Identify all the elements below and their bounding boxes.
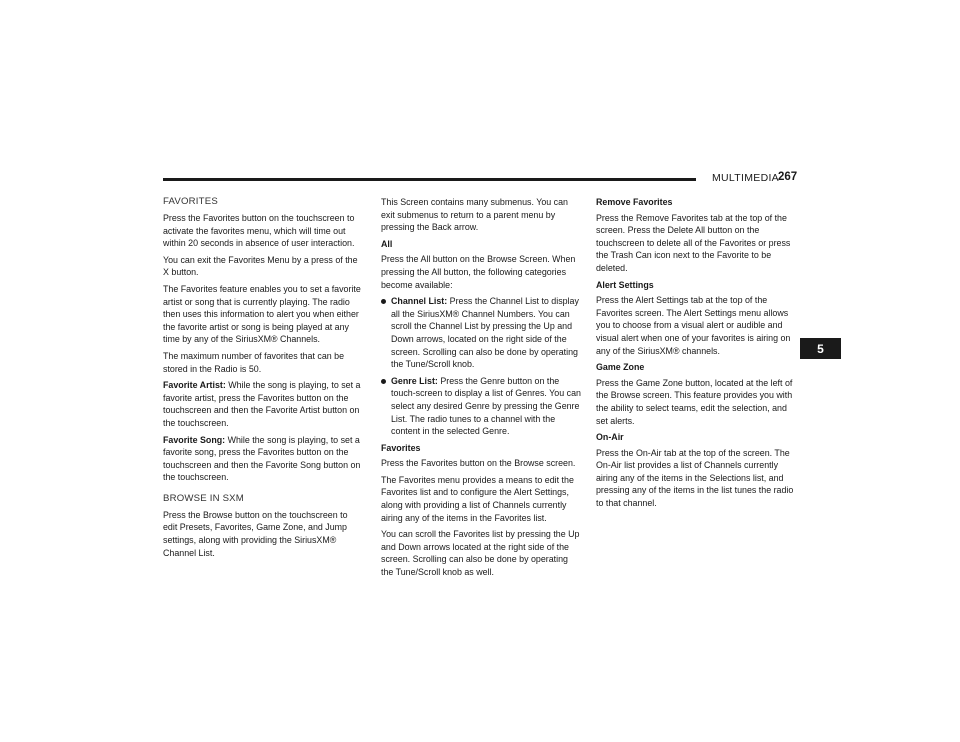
paragraph: This Screen contains many submenus. You can exit submenus to return to a parent menu by pressing the Back arrow. bbox=[381, 197, 568, 233]
bullet-text: Press the Channel List to display all the SiriusXM® Channel Numbers. You can scroll the Channel List by pressing the Up and Down arrows, located on the right side of the screen. Scrolling can also be done by operating the Tune/Scroll knob. bbox=[391, 296, 579, 370]
paragraph: Press the All button on the Browse Screen. When pressing the All button, the following categories become available: bbox=[381, 254, 576, 290]
favorite-song-label: Favorite Song: bbox=[163, 434, 226, 445]
bullet-icon bbox=[381, 299, 386, 304]
paragraph: Press the Favorites button on the touchscreen to activate the favorites menu, which will time out within 20 seconds in absence of user interaction. bbox=[163, 213, 355, 249]
list-item bbox=[381, 295, 581, 371]
favorite-artist-label: Favorite Artist: bbox=[163, 380, 226, 391]
header-rule bbox=[163, 178, 696, 181]
paragraph: Press the Favorites button on the Browse screen. bbox=[381, 458, 576, 469]
paragraph: The Favorites feature enables you to set a favorite artist or song that is currently playing. The radio then uses this information to alert you when either the favorite artist or song is being played at any time by any of the SiriusXM® Channels. bbox=[163, 283, 361, 345]
paragraph: You can exit the Favorites Menu by a press of the X button. bbox=[163, 254, 358, 278]
alert-settings-heading: Alert Settings bbox=[596, 279, 654, 290]
paragraph: The Favorites menu provides a means to edit the Favorites list and to configure the Alert Settings, along with providing a list of Channels currently airing any of the items in the Favorites list. bbox=[381, 474, 574, 523]
paragraph: Press the Game Zone button, located at the left of the Browse screen. This feature provides you with the ability to select teams, edit the selection, and set alerts. bbox=[596, 377, 793, 426]
on-air-heading: On-Air bbox=[596, 432, 624, 443]
favorite-song-text: While the song is playing, to set a favorite song, press the Favorites button on the touchscreen and then the Favorite Song button on the touchscreen. bbox=[163, 434, 361, 483]
paragraph: You can scroll the Favorites list by pressing the Up and Down arrows located at the right side of the screen. Scrolling can also be done by operating the Tune/Scroll knob as well. bbox=[381, 529, 580, 578]
paragraph: Press the On-Air tab at the top of the screen. The On-Air list provides a list of Channels currently airing any of the items in the Selections list, and pressing any of the items in the list tunes the radio to that channel. bbox=[596, 447, 794, 509]
column-middle bbox=[381, 196, 581, 583]
bullet-label: Genre List: bbox=[391, 375, 438, 386]
favorites-heading: FAVORITES bbox=[163, 196, 218, 207]
favorite-song-paragraph bbox=[163, 434, 363, 484]
bullet-label: Channel List: bbox=[391, 296, 448, 307]
paragraph: Press the Alert Settings tab at the top of the Favorites screen. The Alert Settings menu allows you to choose from a visual alert or audible and visual alert when one of your favorites is airing on any of the SiriusXM® channels. bbox=[596, 295, 791, 356]
paragraph: The maximum number of favorites that can be stored in the Radio is 50. bbox=[163, 350, 345, 374]
favorites-subheading: Favorites bbox=[381, 442, 421, 453]
favorite-artist-text: While the song is playing, to set a favorite artist, press the Favorites button on the touchscreen and then the Favorite Artist button on the touchscreen. bbox=[163, 380, 361, 428]
game-zone-heading: Game Zone bbox=[596, 362, 645, 373]
section-title: MULTIMEDIA bbox=[712, 172, 779, 184]
chapter-tab: 5 bbox=[800, 338, 841, 359]
remove-favorites-heading: Remove Favorites bbox=[596, 197, 673, 207]
favorite-artist-paragraph bbox=[163, 379, 363, 429]
column-left bbox=[163, 196, 363, 563]
column-right bbox=[596, 196, 796, 514]
paragraph: Press the Browse button on the touchscreen to edit Presets, Favorites, Game Zone, and Jump settings, along with providing the SiriusXM® Channel List. bbox=[163, 509, 348, 558]
bullet-icon bbox=[381, 379, 386, 384]
browse-heading: BROWSE IN SXM bbox=[163, 492, 244, 504]
category-list bbox=[381, 295, 581, 438]
bullet-text: Press the Genre button on the touch-screen to display a list of Genres. You can select any desired Genre by pressing the Genre List. The radio tunes to a channel with the content in the selected Genre. bbox=[391, 375, 581, 437]
list-item bbox=[381, 375, 581, 438]
page-number: 267 bbox=[778, 171, 798, 183]
all-heading: All bbox=[381, 238, 393, 249]
paragraph: Press the Remove Favorites tab at the top of the screen. Press the Delete All button on the touchscreen to delete all of the Favorites or press the Trash Can icon next to the Favorite to be deleted. bbox=[596, 212, 791, 273]
